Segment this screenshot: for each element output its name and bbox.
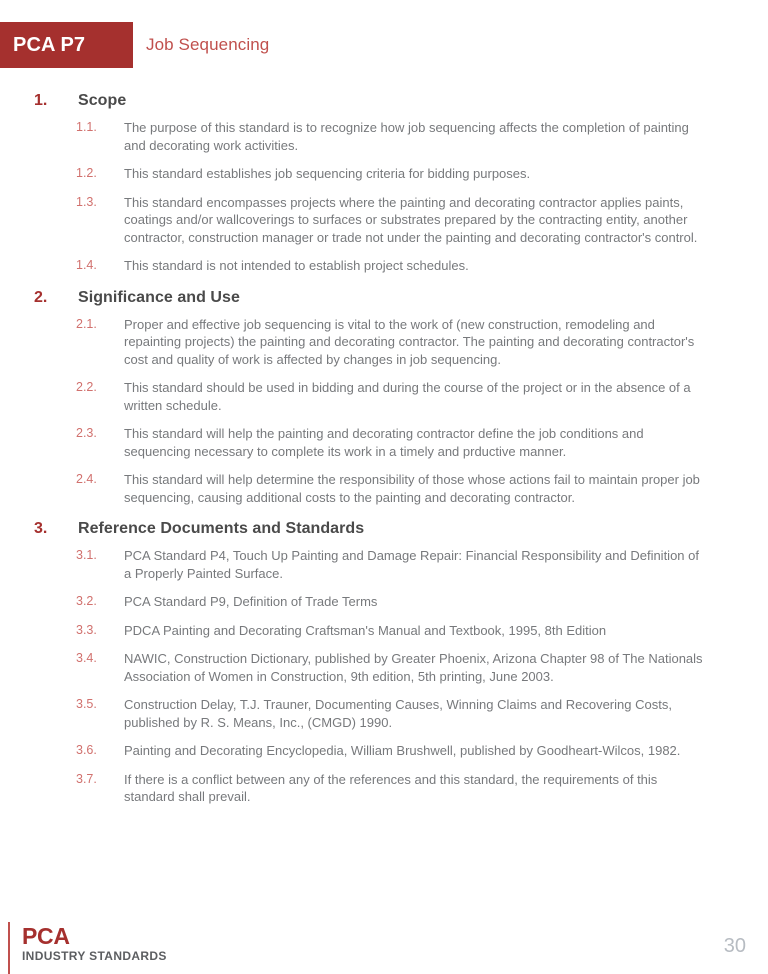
clause-number: 3.2. xyxy=(76,594,97,608)
clause-item xyxy=(0,696,746,731)
clause-text: PCA Standard P4, Touch Up Painting and Damage Repair: Financial Responsibility and Definition of a Properly Painted Surface. xyxy=(124,548,699,581)
clause-number: 1.1. xyxy=(76,120,97,134)
section-heading xyxy=(0,520,746,538)
document-body xyxy=(0,78,768,817)
clause-number: 1.2. xyxy=(76,166,97,180)
clause-item xyxy=(0,742,746,760)
clause-number: 1.3. xyxy=(76,194,97,209)
clause-item xyxy=(0,471,746,506)
clause-text: This standard is not intended to establish project schedules. xyxy=(124,258,469,273)
clause-number: 3.3. xyxy=(76,622,97,637)
clause-item xyxy=(0,379,746,414)
pca-logo-tagline: INDUSTRY STANDARDS xyxy=(22,949,167,963)
clause-number: 2.4. xyxy=(76,472,97,486)
clause-text: PCA Standard P9, Definition of Trade Terms xyxy=(124,594,378,609)
clause-text: Proper and effective job sequencing is vital to the work of (new construction, remodeling and repainting projects) the painting and decorating contractor. The painting and decorating contractor's cost and quality of work is affected by changes in job sequencing. xyxy=(124,316,695,367)
document-footer xyxy=(0,914,768,974)
clause-number: 3.4. xyxy=(76,651,97,665)
pca-logo xyxy=(22,924,167,964)
clause-number: 3.5. xyxy=(76,697,97,711)
section-number: 1. xyxy=(34,92,48,109)
clause-number: 3.1. xyxy=(76,548,97,562)
clause-item xyxy=(0,119,746,154)
clause-number: 2.3. xyxy=(76,426,97,440)
page-number: 30 xyxy=(723,935,746,957)
section-heading xyxy=(0,92,746,110)
section-title: Significance and Use xyxy=(78,288,240,306)
section-title: Scope xyxy=(78,92,127,109)
clause-item xyxy=(0,547,746,582)
clause-item xyxy=(0,650,746,685)
page-title: Job Sequencing xyxy=(146,35,270,54)
section-number: 3. xyxy=(34,520,48,537)
clause-text: If there is a conflict between any of the references and this standard, the requirements of this standard shall prevail. xyxy=(124,771,658,804)
clause-text: NAWIC, Construction Dictionary, published by Greater Phoenix, Arizona Chapter 98 of The Nationals Association of Women in Construction, 9th edition, 5th printing, June 2003. xyxy=(124,651,703,684)
clause-number: 3.7. xyxy=(76,771,97,786)
section-number: 2. xyxy=(34,288,48,306)
clause-item xyxy=(0,257,746,275)
section-3 xyxy=(0,520,746,806)
clause-number: 2.2. xyxy=(76,380,97,394)
clause-text: Painting and Decorating Encyclopedia, William Brushwell, published by Goodheart-Wilcos, 1982. xyxy=(124,743,681,758)
clause-text: The purpose of this standard is to recognize how job sequencing affects the completion of painting and decorating work activities. xyxy=(124,120,689,153)
section-title: Reference Documents and Standards xyxy=(78,520,365,537)
clause-item xyxy=(0,622,746,640)
footer-vertical-rule xyxy=(8,922,10,974)
clause-item xyxy=(0,194,746,247)
section-2 xyxy=(0,289,746,507)
clause-item xyxy=(0,316,746,369)
document-header xyxy=(0,22,768,68)
clause-item xyxy=(0,593,746,611)
clause-text: PDCA Painting and Decorating Craftsman's Manual and Textbook, 1995, 8th Edition xyxy=(124,622,607,638)
section-1 xyxy=(0,92,746,275)
clause-item xyxy=(0,165,746,183)
clause-text: This standard will help the painting and decorating contractor define the job conditions and sequencing necessary to complete its work in a timely and prductive manner. xyxy=(124,426,644,459)
section-heading xyxy=(0,289,746,307)
standard-code-badge: PCA P7 xyxy=(0,22,133,68)
clause-number: 3.6. xyxy=(76,743,97,757)
clause-number: 1.4. xyxy=(76,258,97,272)
clause-number: 2.1. xyxy=(76,316,97,331)
clause-text: Construction Delay, T.J. Trauner, Documenting Causes, Winning Claims and Recovering Costs, published by R. S. Means, Inc., (CMGD) 1990. xyxy=(124,697,672,730)
pca-logo-primary: PCA xyxy=(22,923,70,949)
clause-text: This standard will help determine the responsibility of those whose actions fail to maintain proper job sequencing, causing additional costs to the painting and decorating contractor. xyxy=(124,472,700,505)
clause-item xyxy=(0,771,746,806)
clause-text: This standard encompasses projects where the painting and decorating contractor applies paints, coatings and/or wallcoverings to surfaces or substrates prepared by the contracting entity, another contractor, construction manager or trade not under the painting and decorating contractor's control. xyxy=(124,194,698,245)
clause-item xyxy=(0,425,746,460)
clause-text: This standard should be used in bidding and during the course of the project or in the absence of a written schedule. xyxy=(124,380,691,413)
clause-text: This standard establishes job sequencing criteria for bidding purposes. xyxy=(124,166,531,181)
